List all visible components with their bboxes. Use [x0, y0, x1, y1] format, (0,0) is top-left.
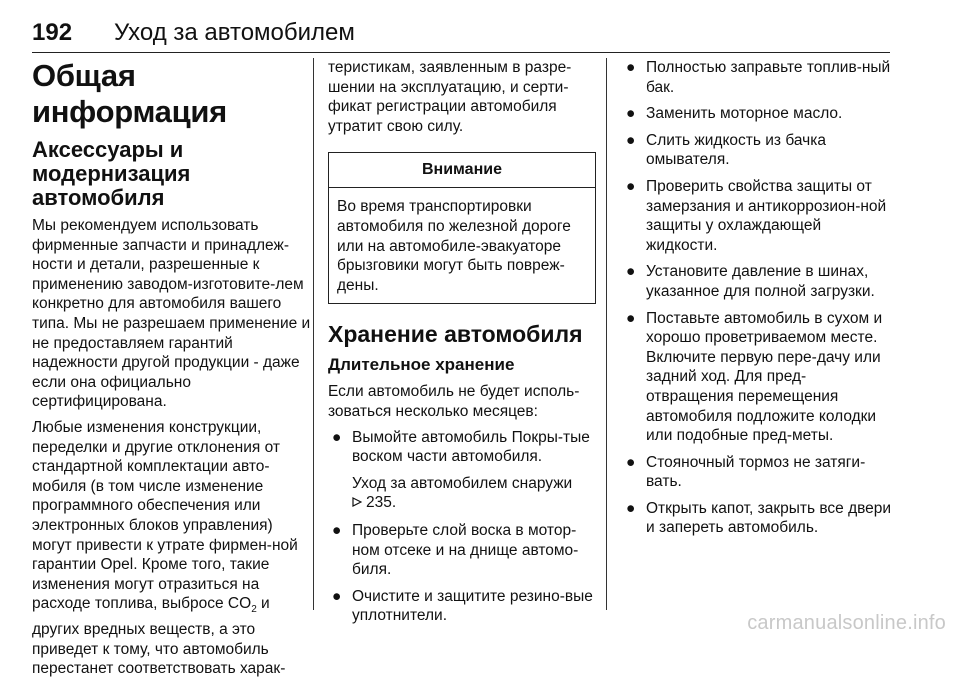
list-item-text: Стояночный тормоз не затяги-вать.	[646, 453, 866, 491]
list-item-text: Поставьте автомобиль в сухом и хорошо проветриваемом месте. Включите первую пере-дачу или задний ход. Для пред-отвращения перемещения автомобиля подложите колодки или подобные пред-меты.	[646, 309, 883, 445]
notice-title: Внимание	[329, 153, 595, 188]
paragraph-part: Любые изменения конструкции, переделки и другие отклонения от стандартной комплектации авто-мобиля (в том числе изменение программного обеспечения или электронных блоков управления) могут привести к утрате фирмен-ной гарантии Opel. Кроме того, такие изменения могут отразиться на расходе топлива, выбросе CO	[32, 418, 298, 613]
list-item	[328, 428, 596, 467]
list-item-text: Проверьте слой воска в мотор-ном отсеке и на днище автомо-биля.	[352, 521, 579, 579]
list-item	[622, 58, 892, 97]
bullet-list	[622, 58, 892, 538]
paragraph-part: и других вредных веществ, а это приведет к тому, что автомобиль перестанет соответствовать харак-	[32, 595, 286, 678]
list-item-text: Вымойте автомобиль Покры-тые воском части автомобиля.	[352, 428, 590, 466]
list-item-text: Полностью заправьте топлив-ный бак.	[646, 59, 891, 96]
bullet-icon: ●	[332, 428, 342, 446]
list-item-text: Открыть капот, закрыть все двери и запереть автомобиль.	[646, 499, 892, 537]
paragraph: Мы рекомендуем использовать фирменные запчасти и принадлеж-ности и детали, разрешенные к применению заводом-изготовите-лем конкретно для автомобиля вашего типа. Мы не разрешаем применение и не предоставляем гарантий надежности другой продукции - даже если она официально сертифицирована.	[32, 217, 311, 411]
paragraph-continued: теристикам, заявленным в разре-шении на эксплуатацию, и серти-фикат регистрации автомобиля утратит свою силу.	[328, 59, 572, 135]
subsection-heading: Аксессуары и модернизация автомобиля	[32, 137, 191, 210]
section-heading: Хранение автомобиля	[328, 321, 583, 348]
header-rule	[32, 52, 890, 53]
list-item-text: Слить жидкость из бачка омывателя.	[646, 131, 826, 169]
column-divider-1	[313, 58, 314, 610]
bullet-icon: ●	[626, 263, 636, 281]
list-item	[328, 521, 596, 580]
bullet-icon: ●	[626, 309, 636, 327]
header-title: Уход за автомобилем	[114, 19, 355, 46]
cross-reference	[328, 474, 596, 513]
column-3	[622, 58, 892, 545]
bullet-icon: ●	[626, 177, 636, 195]
bullet-icon: ●	[626, 59, 636, 76]
page-header	[32, 18, 890, 50]
page-number: 192	[32, 19, 73, 46]
list-item-text: Установите давление в шинах, указанное для полной загрузки.	[646, 263, 875, 300]
bullet-list	[328, 521, 596, 626]
subscript: 2	[251, 604, 257, 616]
list-item	[622, 262, 892, 301]
notice-box	[328, 152, 596, 304]
list-item	[622, 177, 892, 255]
column-1	[32, 58, 312, 685]
list-item	[622, 453, 892, 492]
column-divider-2	[606, 58, 607, 610]
bullet-icon: ●	[626, 105, 636, 123]
list-item	[622, 309, 892, 446]
page-reference-icon	[352, 493, 362, 503]
list-item	[622, 499, 892, 538]
bullet-icon: ●	[626, 499, 636, 517]
bullet-icon: ●	[332, 587, 342, 605]
cross-reference-page: 235.	[366, 494, 397, 512]
column-2	[328, 58, 596, 633]
paragraph	[32, 418, 312, 679]
list-item	[328, 587, 596, 626]
bullet-icon: ●	[626, 453, 636, 471]
list-item-text: Очистите и защитите резино-вые уплотнители.	[352, 587, 593, 625]
list-item-text: Проверить свойства защиты от замерзания и антикоррозион-ной защиты у охлаждающей жидкости.	[646, 177, 887, 254]
cross-reference-text: Уход за автомобилем снаружи	[352, 474, 573, 492]
bullet-icon: ●	[626, 131, 636, 149]
watermark: carmanualsonline.info	[747, 612, 946, 634]
list-item	[622, 131, 892, 170]
bullet-icon: ●	[332, 521, 342, 539]
list-item-text: Заменить моторное масло.	[646, 105, 843, 123]
section-heading: Общая информация	[32, 58, 227, 129]
notice-body: Во время транспортировки автомобиля по железной дороге или на автомобиле-эвакуаторе брызговики могут быть повреж-дены.	[337, 198, 571, 294]
list-item	[622, 104, 892, 124]
subsection-heading: Длительное хранение	[328, 355, 515, 375]
bullet-list	[328, 428, 596, 467]
paragraph: Если автомобиль не будет исполь-зоваться несколько месяцев:	[328, 383, 580, 420]
